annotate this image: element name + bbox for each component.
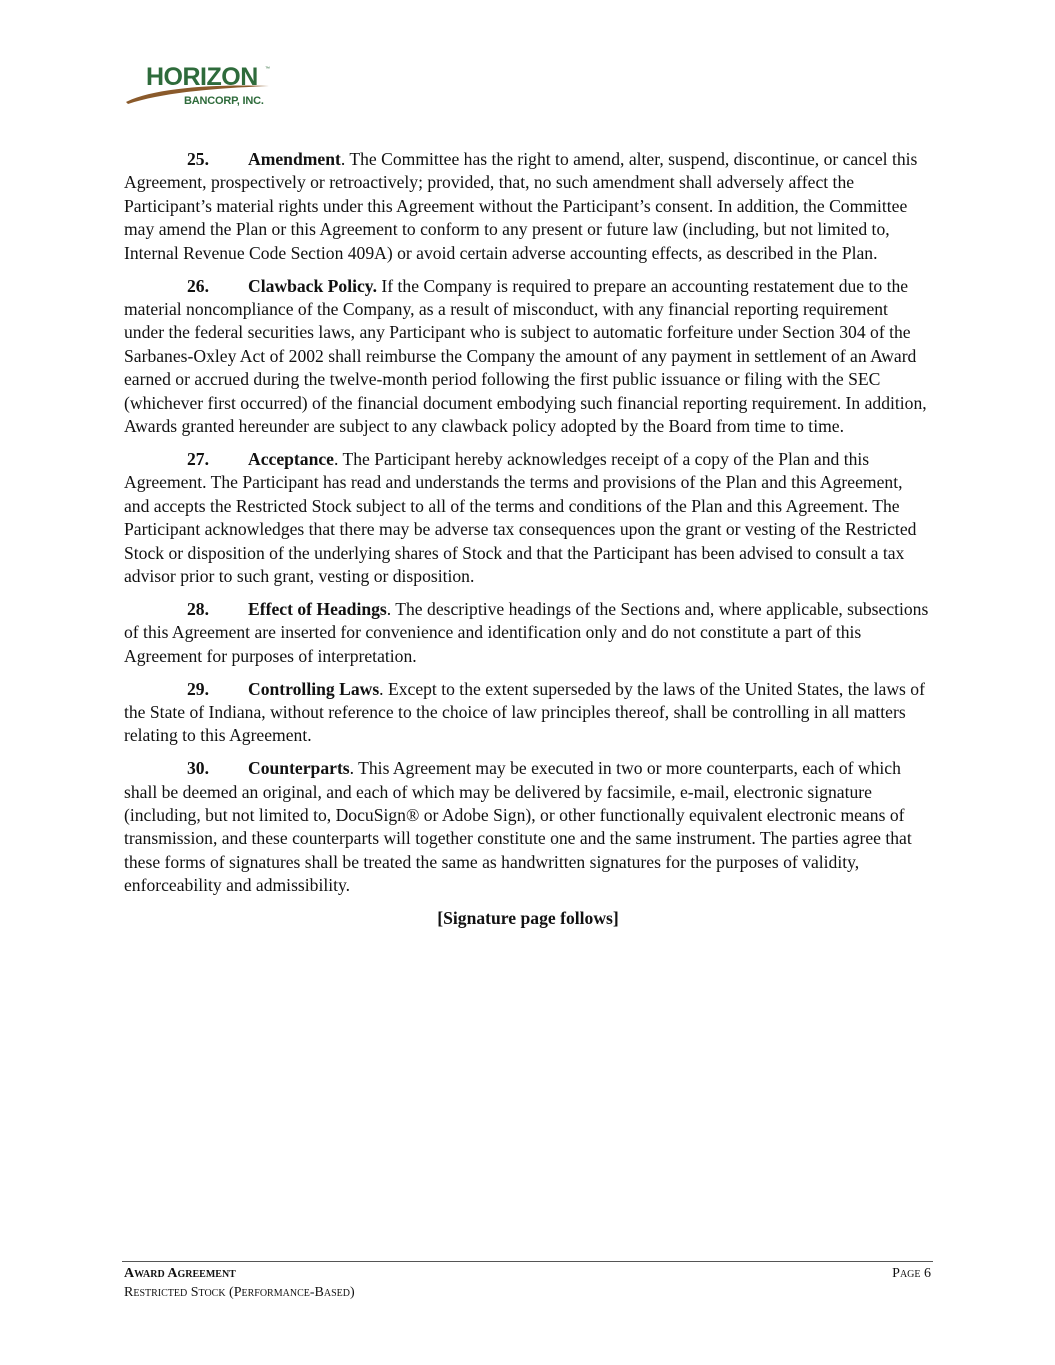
footer-subtitle: Restricted Stock (Performance-Based) xyxy=(124,1285,355,1300)
section-heading-punct: . xyxy=(379,678,384,699)
section-heading-punct: . xyxy=(349,758,355,779)
logo-wordmark: HORIZON xyxy=(146,63,258,91)
section-heading: Clawback Policy. xyxy=(248,275,378,296)
section-number: 26. xyxy=(187,275,209,296)
section-body: The Participant hereby acknowledges receipt of a copy of the Plan and this Agreement. The Participant has read and understands the terms and provisions of the Plan and this Agreement, and accepts the Restricted Stock subject to all of the terms and conditions of the Plan and this Agreement. The Participant acknowledges that there may be adverse tax consequences upon the grant or vesting of the Restricted Stock or disposition of the underlying shares of Stock and that the Participant has been advised to consult a tax advisor prior to such grant, vesting or disposition. xyxy=(124,448,917,586)
section-number: 27. xyxy=(187,448,209,469)
section-heading: Acceptance xyxy=(248,448,334,469)
section-heading: Effect of Headings xyxy=(248,598,387,619)
section-heading: Amendment xyxy=(248,149,341,169)
section-body: The Committee has the right to amend, alter, suspend, discontinue, or cancel this Agreement, prospectively or retroactively; provided, that, no such amendment shall adversely affect the Participant’s material rights under this Agreement without the Participant’s consent. In addition, the Committee may amend the Plan or this Agreement to conform to any present or future law (including, but not limited to, Internal Revenue Code Section 409A) or avoid certain adverse accounting effects, as described in the Plan. xyxy=(124,149,918,263)
section-body: If the Company is required to prepare an accounting restatement due to the material noncompliance of the Company, as a result of misconduct, with any financial reporting requirement under the federal securities laws, any Participant who is subject to automatic forfeiture under Section 304 of the Sarbanes-Oxley Act of 2002 shall reimburse the Company the amount of any payment in settlement of an Award earned or accrued during the twelve-month period following the first public issuance or filing with the SEC (whichever first occurred) of the financial document embodying such financial reporting requirement. In addition, Awards granted hereunder are subject to any clawback policy adopted by the Board from time to time. xyxy=(124,275,927,436)
footer-page-number: Page 6 xyxy=(892,1266,931,1281)
footer-divider xyxy=(122,1261,933,1262)
section-body: The descriptive headings of the Sections and, where applicable, subsections of this Agreement are inserted for convenience and identification only and do not constitute a part of this Agreement for purposes of interpretation. xyxy=(124,598,929,666)
section-26 xyxy=(124,275,932,439)
section-heading: Controlling Laws xyxy=(248,678,380,699)
section-25 xyxy=(124,148,932,265)
section-number: 28. xyxy=(187,598,209,619)
section-27 xyxy=(124,448,932,588)
section-heading-punct: . xyxy=(333,448,339,469)
logo-subtitle: BANCORP, INC. xyxy=(184,95,264,107)
document-body xyxy=(124,148,932,931)
footer-title: Award Agreement xyxy=(124,1266,236,1281)
section-heading-punct: . xyxy=(386,598,392,619)
section-number: 25. xyxy=(187,149,209,169)
logo-trademark: ™ xyxy=(265,66,270,72)
section-body: Except to the extent superseded by the laws of the United States, the laws of the State of Indiana, without reference to the choice of law principles thereof, shall be controlling in all matters relating to this Agreement. xyxy=(124,678,925,746)
section-number: 30. xyxy=(187,758,209,779)
section-number: 29. xyxy=(187,678,209,699)
section-body: This Agreement may be executed in two or more counterparts, each of which shall be deemed an original, and each of which may be delivered by facsimile, e-mail, electronic signature (including, but not limited to, DocuSign® or Adobe Sign), or other functionally equivalent electronic means of transmission, and these counterparts will together constitute one and the same instrument. The parties agree that these forms of signatures shall be treated the same as handwritten signatures for the purposes of validity, enforceability and admissibility. xyxy=(124,758,912,896)
company-logo xyxy=(124,62,284,112)
signature-page-note: [Signature page follows] xyxy=(437,908,619,929)
section-30 xyxy=(124,757,932,897)
section-heading-punct: . xyxy=(340,149,346,169)
section-28 xyxy=(124,598,932,668)
section-heading: Counterparts xyxy=(248,758,350,779)
section-29 xyxy=(124,678,932,748)
